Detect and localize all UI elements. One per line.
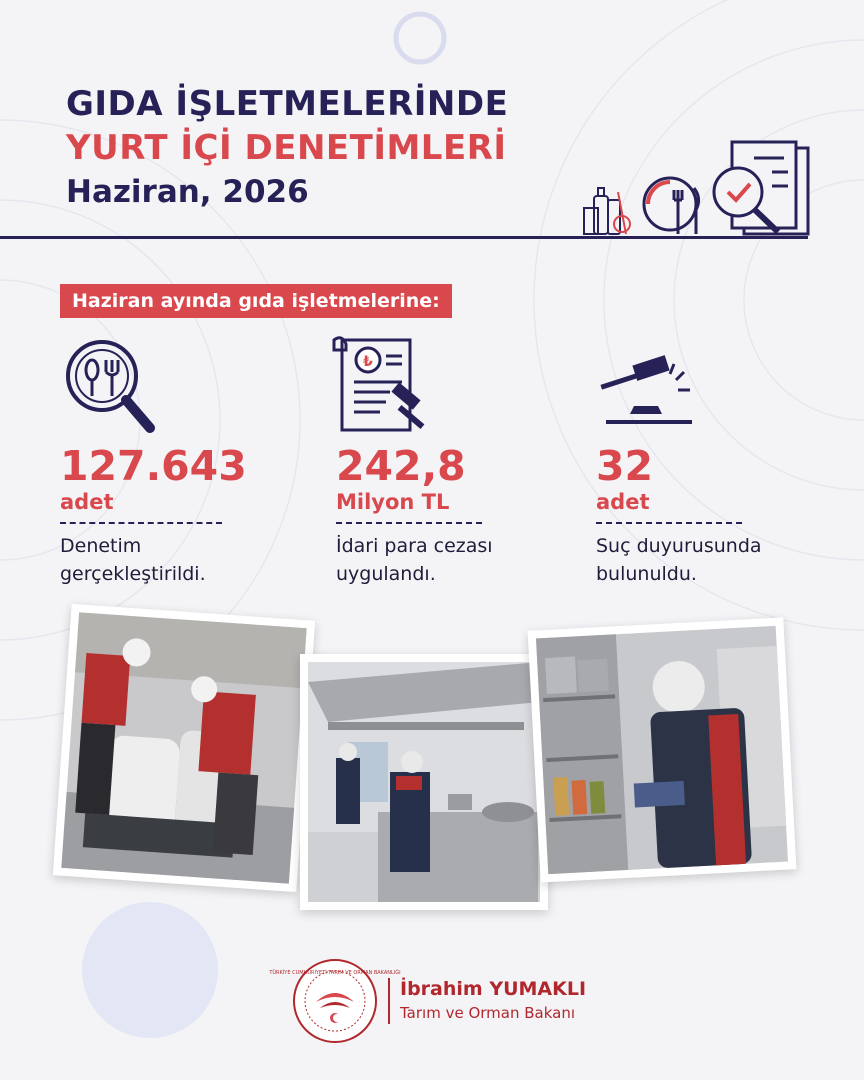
footer-divider (388, 978, 390, 1024)
seal-text: TÜRKİYE CUMHURİYETİ TARIM VE ORMAN BAKANLIĞI (269, 970, 401, 976)
kitchen-inspection-photo (300, 654, 548, 910)
stat-criminal-complaints (596, 336, 836, 596)
stat-description-line-1: İdari para cezası (336, 535, 493, 557)
stat-description-line-2: bulunuldu. (596, 563, 697, 585)
header-divider (0, 236, 808, 239)
title-block (66, 84, 508, 212)
food-search-icon (62, 336, 158, 436)
intro-banner: Haziran ayında gıda işletmelerine: (60, 284, 452, 318)
plate-cutlery-icon (644, 178, 699, 234)
stat-inspections (60, 336, 310, 596)
header-illustration (578, 138, 814, 238)
stat-divider (596, 522, 742, 524)
stat-value: 127.643 (60, 442, 247, 490)
gavel-icon (596, 350, 696, 432)
ministry-seal-icon (269, 958, 401, 1044)
title-line-2: YURT İÇİ DENETİMLERİ (66, 128, 507, 168)
stat-description-line-2: uygulandı. (336, 563, 436, 585)
stat-value: 32 (596, 442, 654, 490)
title-line-1: GIDA İŞLETMELERİNDE (66, 84, 509, 124)
warehouse-inspection-photo (53, 604, 315, 892)
stat-unit: adet (596, 490, 650, 514)
stat-description-line-1: Suç duyurusunda (596, 535, 762, 557)
stat-fines (336, 336, 586, 596)
title-date: Haziran, 2026 (66, 174, 309, 210)
stat-unit: Milyon TL (336, 490, 450, 514)
stat-description-line-1: Denetim (60, 535, 142, 557)
svg-text:₺: ₺ (363, 354, 373, 370)
stat-description-line-2: gerçekleştirildi. (60, 563, 206, 585)
stat-unit: adet (60, 490, 114, 514)
minister-title: Tarım ve Orman Bakanı (400, 1004, 576, 1022)
beverage-vegetables-icon (584, 188, 630, 234)
stat-value: 242,8 (336, 442, 466, 490)
stat-divider (60, 522, 222, 524)
document-check-icon (714, 142, 808, 234)
footer-signature (269, 958, 592, 1044)
minister-name: İbrahim YUMAKLI (400, 978, 587, 1000)
stat-divider (336, 522, 482, 524)
pantry-inspection-photo (528, 617, 797, 882)
lira-document-gavel-icon (330, 336, 440, 436)
